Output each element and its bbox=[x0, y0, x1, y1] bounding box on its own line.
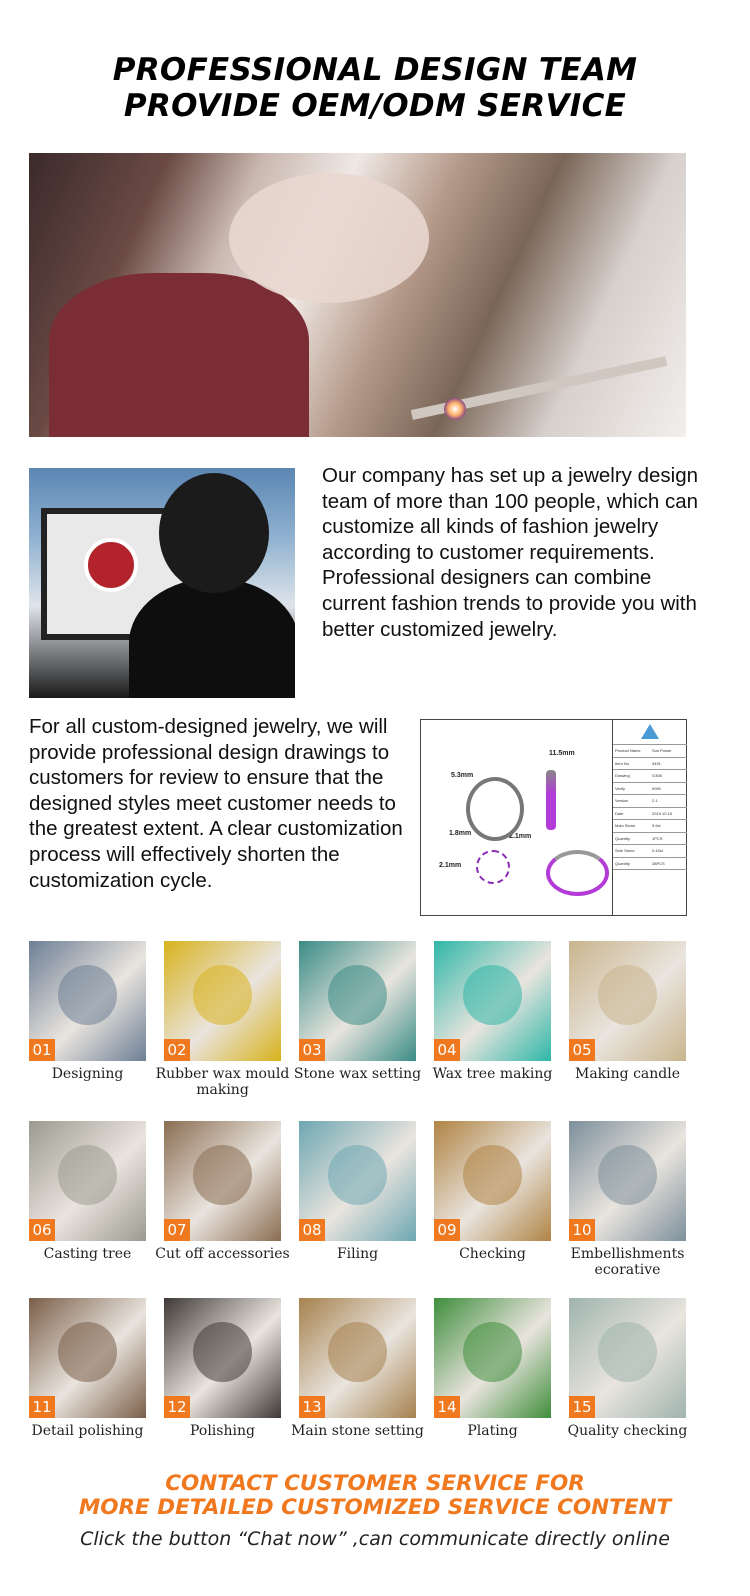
step-photo-detail bbox=[58, 965, 117, 1025]
step-number-badge: 14 bbox=[434, 1396, 460, 1418]
spec-row bbox=[613, 770, 687, 783]
spec-key: Item No bbox=[615, 760, 630, 766]
step-number-badge: 02 bbox=[164, 1039, 190, 1061]
step-photo-detail bbox=[193, 965, 252, 1025]
step-photo-detail bbox=[328, 1145, 387, 1205]
step-caption: Stone wax setting bbox=[293, 1066, 422, 1082]
dim-top-label: 11.5mm bbox=[549, 750, 575, 757]
dim-shank-label: 2.1mm bbox=[509, 833, 532, 840]
step-caption: Filing bbox=[336, 1246, 379, 1262]
step-number-badge: 08 bbox=[299, 1219, 325, 1241]
step-caption: Plating bbox=[467, 1423, 518, 1439]
step-caption: Wax tree making bbox=[432, 1066, 553, 1082]
step-caption: Designing bbox=[51, 1066, 124, 1082]
spec-value: 2019.10.15 bbox=[652, 810, 673, 816]
spec-key: Quantity bbox=[615, 835, 630, 841]
step-photo bbox=[434, 1298, 551, 1418]
step-photo bbox=[569, 941, 686, 1061]
step-photo bbox=[299, 941, 416, 1061]
spec-row bbox=[613, 808, 687, 821]
intro-paragraph-2: For all custom-designed jewelry, we will provide professional design drawings to customers for review to ensure that the designed styles meet customer needs to the greatest extent. A clear customization process will effectively shorten the customization cycle. bbox=[29, 715, 403, 892]
spec-value: G308 bbox=[652, 773, 662, 778]
step-photo bbox=[569, 1298, 686, 1418]
spec-value: 0.43ct bbox=[652, 848, 663, 853]
step-photo bbox=[164, 1298, 281, 1418]
step-photo bbox=[299, 1298, 416, 1418]
spec-value: 1PCS bbox=[652, 835, 663, 841]
step-number-badge: 04 bbox=[434, 1039, 460, 1061]
spec-key: Drawing bbox=[615, 773, 630, 778]
chat-now-instruction: Click the button “Chat now” ,can communicate directly online bbox=[80, 1528, 670, 1550]
step-number-badge: 06 bbox=[29, 1219, 55, 1241]
ring-perspective-icon bbox=[546, 850, 609, 896]
step-photo bbox=[164, 941, 281, 1061]
page-title bbox=[0, 52, 750, 124]
step-photo bbox=[569, 1121, 686, 1241]
step-caption: Cut off accessories bbox=[155, 1246, 290, 1262]
step-photo-detail bbox=[598, 965, 657, 1025]
spec-value: 5.9ct bbox=[652, 823, 661, 828]
worker-shape bbox=[49, 273, 309, 437]
step-number-badge: 11 bbox=[29, 1396, 55, 1418]
step-photo-detail bbox=[463, 965, 522, 1025]
step-photo-detail bbox=[193, 1322, 252, 1382]
step-caption: Detail polishing bbox=[31, 1423, 144, 1439]
ring-front-view-icon bbox=[466, 777, 524, 841]
spec-logo-area bbox=[613, 720, 687, 745]
spec-key: Main Stone bbox=[615, 823, 636, 828]
spec-row bbox=[613, 745, 687, 758]
title-line-2: PROVIDE OEM/ODM SERVICE bbox=[123, 88, 627, 124]
spec-key: Product Name bbox=[615, 748, 641, 753]
spec-value: 28PCS bbox=[652, 860, 665, 866]
spec-row bbox=[613, 833, 687, 846]
step-number-badge: 07 bbox=[164, 1219, 190, 1241]
spec-value: 2.1 bbox=[652, 798, 658, 803]
spec-row bbox=[613, 795, 687, 808]
step-photo bbox=[299, 1121, 416, 1241]
designer-head-shape bbox=[159, 473, 269, 593]
design-drawing bbox=[420, 719, 687, 916]
step-caption: Casting tree bbox=[43, 1246, 132, 1262]
spec-row bbox=[613, 820, 687, 833]
step-photo-detail bbox=[598, 1145, 657, 1205]
dim-bottom-label: 2.1mm bbox=[439, 862, 462, 869]
step-caption: Main stone setting bbox=[291, 1423, 424, 1439]
contact-line-2: MORE DETAILED CUSTOMIZED SERVICE CONTENT bbox=[78, 1495, 672, 1520]
step-caption: Rubber wax mould making bbox=[155, 1066, 290, 1098]
spec-rows bbox=[613, 745, 687, 870]
contact-heading bbox=[0, 1472, 750, 1520]
dim-left-label: 5.3mm bbox=[451, 772, 474, 779]
contact-line-1: CONTACT CUSTOMER SERVICE FOR bbox=[165, 1471, 585, 1496]
title-line-1: PROFESSIONAL DESIGN TEAM bbox=[112, 52, 638, 88]
step-number-badge: 05 bbox=[569, 1039, 595, 1061]
step-photo bbox=[29, 1121, 146, 1241]
flame-icon bbox=[444, 398, 466, 420]
step-photo bbox=[29, 1298, 146, 1418]
spec-key: Verify bbox=[615, 785, 626, 791]
spec-key: Side Stone bbox=[615, 848, 635, 853]
step-caption: Embellishments ecorative bbox=[570, 1246, 685, 1278]
step-photo bbox=[434, 941, 551, 1061]
step-caption: Checking bbox=[459, 1246, 526, 1262]
step-number-badge: 13 bbox=[299, 1396, 325, 1418]
step-number-badge: 01 bbox=[29, 1039, 55, 1061]
spec-value: Sun Power bbox=[652, 748, 672, 753]
step-photo bbox=[29, 941, 146, 1061]
spec-value: 9050 bbox=[652, 785, 661, 791]
spec-value: 9491 bbox=[652, 760, 661, 766]
step-caption: Polishing bbox=[190, 1423, 255, 1439]
hero-workshop-photo bbox=[29, 153, 686, 437]
step-photo-detail bbox=[463, 1322, 522, 1382]
spec-row bbox=[613, 758, 687, 771]
spec-sheet bbox=[612, 720, 687, 915]
designer-body-shape bbox=[129, 578, 295, 698]
ring-render-icon bbox=[84, 538, 138, 592]
step-photo-detail bbox=[58, 1322, 117, 1382]
intro-paragraph-1: Our company has set up a jewelry design team of more than 100 people, which can customize all kinds of fashion jewelry according to customer requirements. Professional designers can combine current fashion trends to provide you with better customized jewelry. bbox=[322, 464, 699, 641]
worker-face-shape bbox=[229, 173, 429, 303]
step-photo-detail bbox=[58, 1145, 117, 1205]
spec-key: Date bbox=[615, 810, 624, 816]
step-photo-detail bbox=[598, 1322, 657, 1382]
designer-at-computer-photo bbox=[29, 468, 295, 698]
ring-top-view-icon bbox=[476, 850, 510, 884]
step-photo-detail bbox=[463, 1145, 522, 1205]
step-photo-detail bbox=[193, 1145, 252, 1205]
step-photo-detail bbox=[328, 965, 387, 1025]
step-photo bbox=[434, 1121, 551, 1241]
ring-side-view-icon bbox=[546, 770, 556, 830]
step-caption: Quality checking bbox=[567, 1423, 688, 1439]
spec-row bbox=[613, 783, 687, 796]
spec-key: Quantity bbox=[615, 860, 630, 866]
spec-row bbox=[613, 845, 687, 858]
step-photo-detail bbox=[328, 1322, 387, 1382]
dim-band-label: 1.8mm bbox=[449, 830, 472, 837]
spec-key: Version bbox=[615, 798, 629, 803]
step-caption: Making candle bbox=[575, 1066, 680, 1082]
step-number-badge: 09 bbox=[434, 1219, 460, 1241]
step-number-badge: 10 bbox=[569, 1219, 595, 1241]
step-number-badge: 15 bbox=[569, 1396, 595, 1418]
step-photo bbox=[164, 1121, 281, 1241]
step-number-badge: 12 bbox=[164, 1396, 190, 1418]
step-number-badge: 03 bbox=[299, 1039, 325, 1061]
company-logo-icon bbox=[641, 724, 659, 739]
spec-row bbox=[613, 858, 687, 871]
